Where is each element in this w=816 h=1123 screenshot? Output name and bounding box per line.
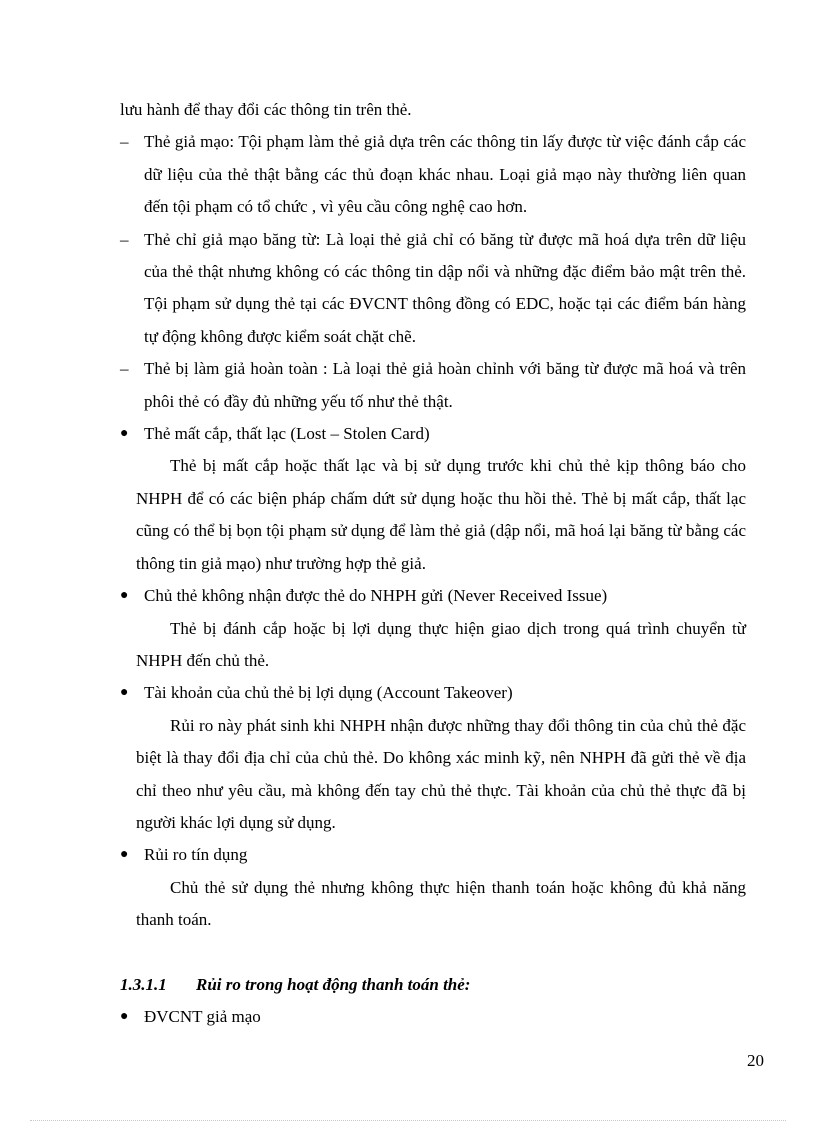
bullet-marker: ●: [120, 426, 129, 442]
dash-item-magstripe-fake: [120, 224, 746, 354]
bullet-item-text: Chủ thẻ không nhận được thẻ do NHPH gửi (Never Received Issue): [144, 586, 608, 606]
footer-divider: [30, 1120, 786, 1121]
paragraph-continuation: lưu hành để thay đổi các thông tin trên thẻ.: [120, 100, 412, 119]
bullet-item-account-takeover: [120, 677, 746, 709]
page-number: 20: [747, 1051, 764, 1070]
dash-item-text: Thẻ giả mạo: Tội phạm làm thẻ giả dựa trên các thông tin lấy được từ việc đánh cắp các dữ liệu của thẻ thật bằng các thủ đoạn khác nhau. Loại giả mạo này thường liên quan đến tội phạm có tổ chức , vì yêu cầu công nghệ cao hơn.: [144, 132, 746, 217]
bullet-detail-text: Chủ thẻ sử dụng thẻ nhưng không thực hiện thanh toán hoặc không đủ khả năng thanh toán.: [136, 877, 746, 930]
dash-item-text: Thẻ bị làm giả hoàn toàn : Là loại thẻ giả hoàn chỉnh với băng từ được mã hoá và trên phôi thẻ có đầy đủ những yếu tố như thẻ thật.: [144, 359, 746, 411]
bullet-detail-never-received: [120, 613, 746, 678]
dash-item-full-fake: [120, 353, 746, 418]
dash-marker: –: [120, 132, 129, 152]
bullet-detail-text: Rủi ro này phát sinh khi NHPH nhận được những thay đổi thông tin của chủ thẻ đặc biệt là thay đổi địa chỉ của chủ thẻ. Do không xác minh kỹ, nên NHPH đã gửi thẻ về địa chỉ theo như yêu cầu, mà không đến tay chủ thẻ thực. Tài khoản của chủ thẻ thực đã bị người khác lợi dụng sử dụng.: [136, 715, 746, 832]
bullet-item-fake-merchant: [120, 1001, 746, 1033]
bullet-marker: ●: [120, 1008, 129, 1024]
bullet-marker: ●: [120, 847, 129, 863]
bullet-item-never-received: [120, 580, 746, 612]
bullet-item-lost-stolen: [120, 418, 746, 450]
document-body: [120, 94, 746, 1033]
bullet-item-text: Rủi ro tín dụng: [144, 845, 248, 865]
bullet-detail-account-takeover: [120, 710, 746, 840]
bullet-detail-text: Thẻ bị mất cắp hoặc thất lạc và bị sử dụng trước khi chủ thẻ kịp thông báo cho NHPH để có các biện pháp chấm dứt sử dụng hoặc thu hồi thẻ. Thẻ bị mất cắp, thất lạc cũng có thể bị bọn tội phạm sử dụng để làm thẻ giả (dập nổi, mã hoá lại băng từ bằng các thông tin giả mạo) như trường hợp thẻ giả.: [136, 456, 746, 573]
section-number: 1.3.1.1: [120, 974, 167, 994]
bullet-detail-lost-stolen: [120, 450, 746, 580]
section-heading: [120, 969, 746, 1001]
dash-item-fake-card: [120, 126, 746, 223]
bullet-item-credit-risk: [120, 839, 746, 871]
bullet-detail-credit-risk: [120, 872, 746, 937]
bullet-item-text: Thẻ mất cắp, thất lạc (Lost – Stolen Card): [144, 424, 430, 444]
bullet-detail-text: Thẻ bị đánh cắp hoặc bị lợi dụng thực hiện giao dịch trong quá trình chuyển từ NHPH đến chủ thẻ.: [136, 618, 746, 670]
dash-marker: –: [120, 359, 129, 379]
dash-marker: –: [120, 229, 129, 249]
dash-item-text: Thẻ chỉ giả mạo băng từ: Là loại thẻ giả chỉ có băng từ được mã hoá dựa trên dữ liệu của thẻ thật nhưng không có các thông tin dập nổi và những đặc điểm bảo mật trên thẻ. Tội phạm sử dụng thẻ tại các ĐVCNT thông đồng có EDC, hoặc tại các điểm bán hàng tự động không được kiểm soát chặt chẽ.: [144, 229, 746, 346]
bullet-marker: ●: [120, 588, 129, 604]
bullet-item-text: Tài khoản của chủ thẻ bị lợi dụng (Account Takeover): [144, 683, 513, 703]
bullet-marker: ●: [120, 685, 129, 701]
section-title: Rủi ro trong hoạt động thanh toán thẻ:: [196, 974, 471, 994]
bullet-item-text: ĐVCNT giả mạo: [144, 1006, 261, 1026]
